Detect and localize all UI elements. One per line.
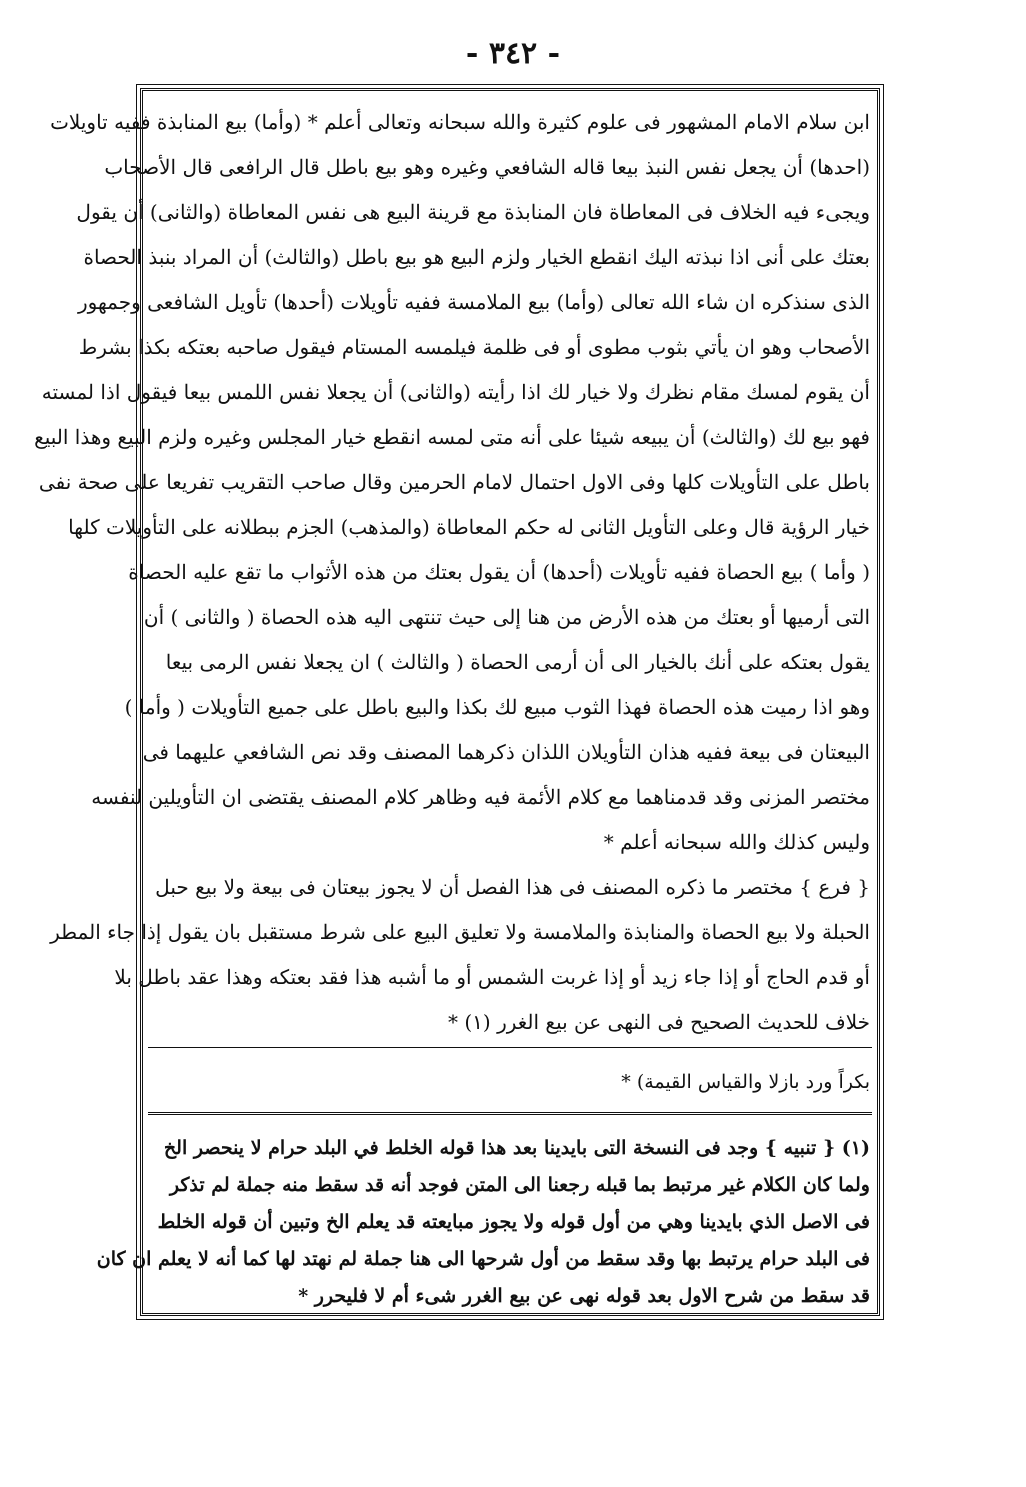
text-line: أن يقوم لمسك مقام نظرك ولا خيار لك اذا رأيته (والثانى) أن يجعلا نفس اللمس بيعا فيقول اذا لمسته: [41, 380, 870, 404]
footnote-line: ولما كان الكلام غير مرتبط بما قبله رجعنا الى المتن فوجد أنه قد سقط منه جملة لم تذكر: [169, 1174, 870, 1196]
text-line: التى أرميها أو بعتك من هذه الأرض من هنا إلى حيث تنتهى اليه هذه الحصاة ( والثانى ) أن: [143, 605, 870, 629]
text-line: فهو بيع لك (والثالث) أن يبيعه شيئا على أنه متى لمسه انقطع خيار المجلس وغيره ولزم البيع وهذا البيع: [34, 425, 870, 449]
text-line: (احدها) أن يجعل نفس النبذ بيعا قاله الشافعي وغيره وهو بيع باطل قال الرافعى قال الأصحاب: [104, 155, 870, 179]
page-number: - ٣٤٢ -: [465, 36, 561, 71]
footnote-divider: [148, 1112, 872, 1115]
text-line: وهو اذا رميت هذه الحصاة فهذا الثوب مبيع لك بكذا والبيع باطل على جميع التأويلات ( وأما ): [124, 695, 870, 719]
catch-line: بكراً ورد بازلا والقياس القيمة) *: [621, 1071, 870, 1093]
text-line: ( وأما ) بيع الحصاة ففيه تأويلات (أحدها) أن يقول بعتك من هذه الأثواب ما تقع عليه الحصاة: [128, 560, 870, 584]
text-line: خلاف للحديث الصحيح فى النهى عن بيع الغرر (١) *: [448, 1010, 870, 1034]
text-line: { فرع } مختصر ما ذكره المصنف فى هذا الفصل أن لا يجوز بيعتان فى بيعة ولا بيع حبل: [155, 875, 870, 899]
text-line: البيعتان فى بيعة ففيه هذان التأويلان اللذان ذكرهما المصنف وقد نص الشافعي عليهما فى: [142, 740, 870, 764]
text-line: وليس كذلك والله سبحانه أعلم *: [603, 830, 870, 854]
text-line: خيار الرؤية قال وعلى التأويل الثانى له حكم المعاطاة (والمذهب) الجزم ببطلانه على التأويلات كلها: [68, 515, 870, 539]
text-line: ابن سلام الامام المشهور فى علوم كثيرة والله سبحانه وتعالى أعلم * (وأما) بيع المنابذة ففيه تاويلات: [50, 110, 870, 134]
section-divider: [148, 1047, 872, 1048]
footnote: [96, 1130, 870, 1315]
footnote-line: فى الاصل الذي بايدينا وهي من أول قوله ولا يجوز مبايعته قد يعلم الخ وتبين أن قوله الخلط: [157, 1211, 870, 1233]
text-line: الأصحاب وهو ان يأتي بثوب مطوى أو فى ظلمة فيلمسه المستام فيقول صاحبه بعتكه بكذا بشرط: [78, 335, 870, 359]
text-line: أو قدم الحاج أو إذا جاء زيد أو إذا غربت الشمس أو ما أشبه هذا فقد بعتكه وهذا عقد باطل بلا: [114, 965, 870, 989]
text-line: مختصر المزنى وقد قدمناهما مع كلام الأئمة فيه وظاهر كلام المصنف يقتضى ان التأويلين لنفسه: [91, 785, 870, 809]
footnote-line: فى البلد حرام يرتبط بها وقد سقط من أول شرحها الى هنا جملة لم نهتد لها كما أنه لا يعلم ان كان: [96, 1248, 870, 1270]
text-line: الذى سنذكره ان شاء الله تعالى (وأما) بيع الملامسة ففيه تأويلات (أحدها) تأويل الشافعى وجمهور: [77, 290, 870, 314]
footnote-line: قد سقط من شرح الاول بعد قوله نهى عن بيع الغرر شىء أم لا فليحرر *: [298, 1285, 870, 1307]
text-line: الحبلة ولا بيع الحصاة والمنابذة والملامسة ولا تعليق البيع على شرط مستقبل بان يقول إذا جاء المطر: [50, 920, 870, 944]
main-text: [34, 100, 870, 1045]
text-line: ويجىء فيه الخلاف فى المعاطاة فان المنابذة مع قرينة البيع هى نفس المعاطاة (والثانى) أن يقول: [76, 200, 870, 224]
text-line: باطل على التأويلات كلها وفى الاول احتمال لامام الحرمين وقال صاحب التقريب تفريعا على صحة نفى: [38, 470, 870, 494]
footnote-line: (١) { تنبيه } وجد فى النسخة التى بايدينا بعد هذا قوله الخلط في البلد حرام لا ينحصر الخ: [163, 1137, 870, 1159]
text-line: بعتك على أنى اذا نبذته اليك انقطع الخيار ولزم البيع هو بيع باطل (والثالث) أن المراد بنبذ الحصاة: [83, 245, 870, 269]
text-line: يقول بعتكه على أنك بالخيار الى أن أرمى الحصاة ( والثالث ) ان يجعلا نفس الرمى بيعا: [165, 650, 870, 674]
